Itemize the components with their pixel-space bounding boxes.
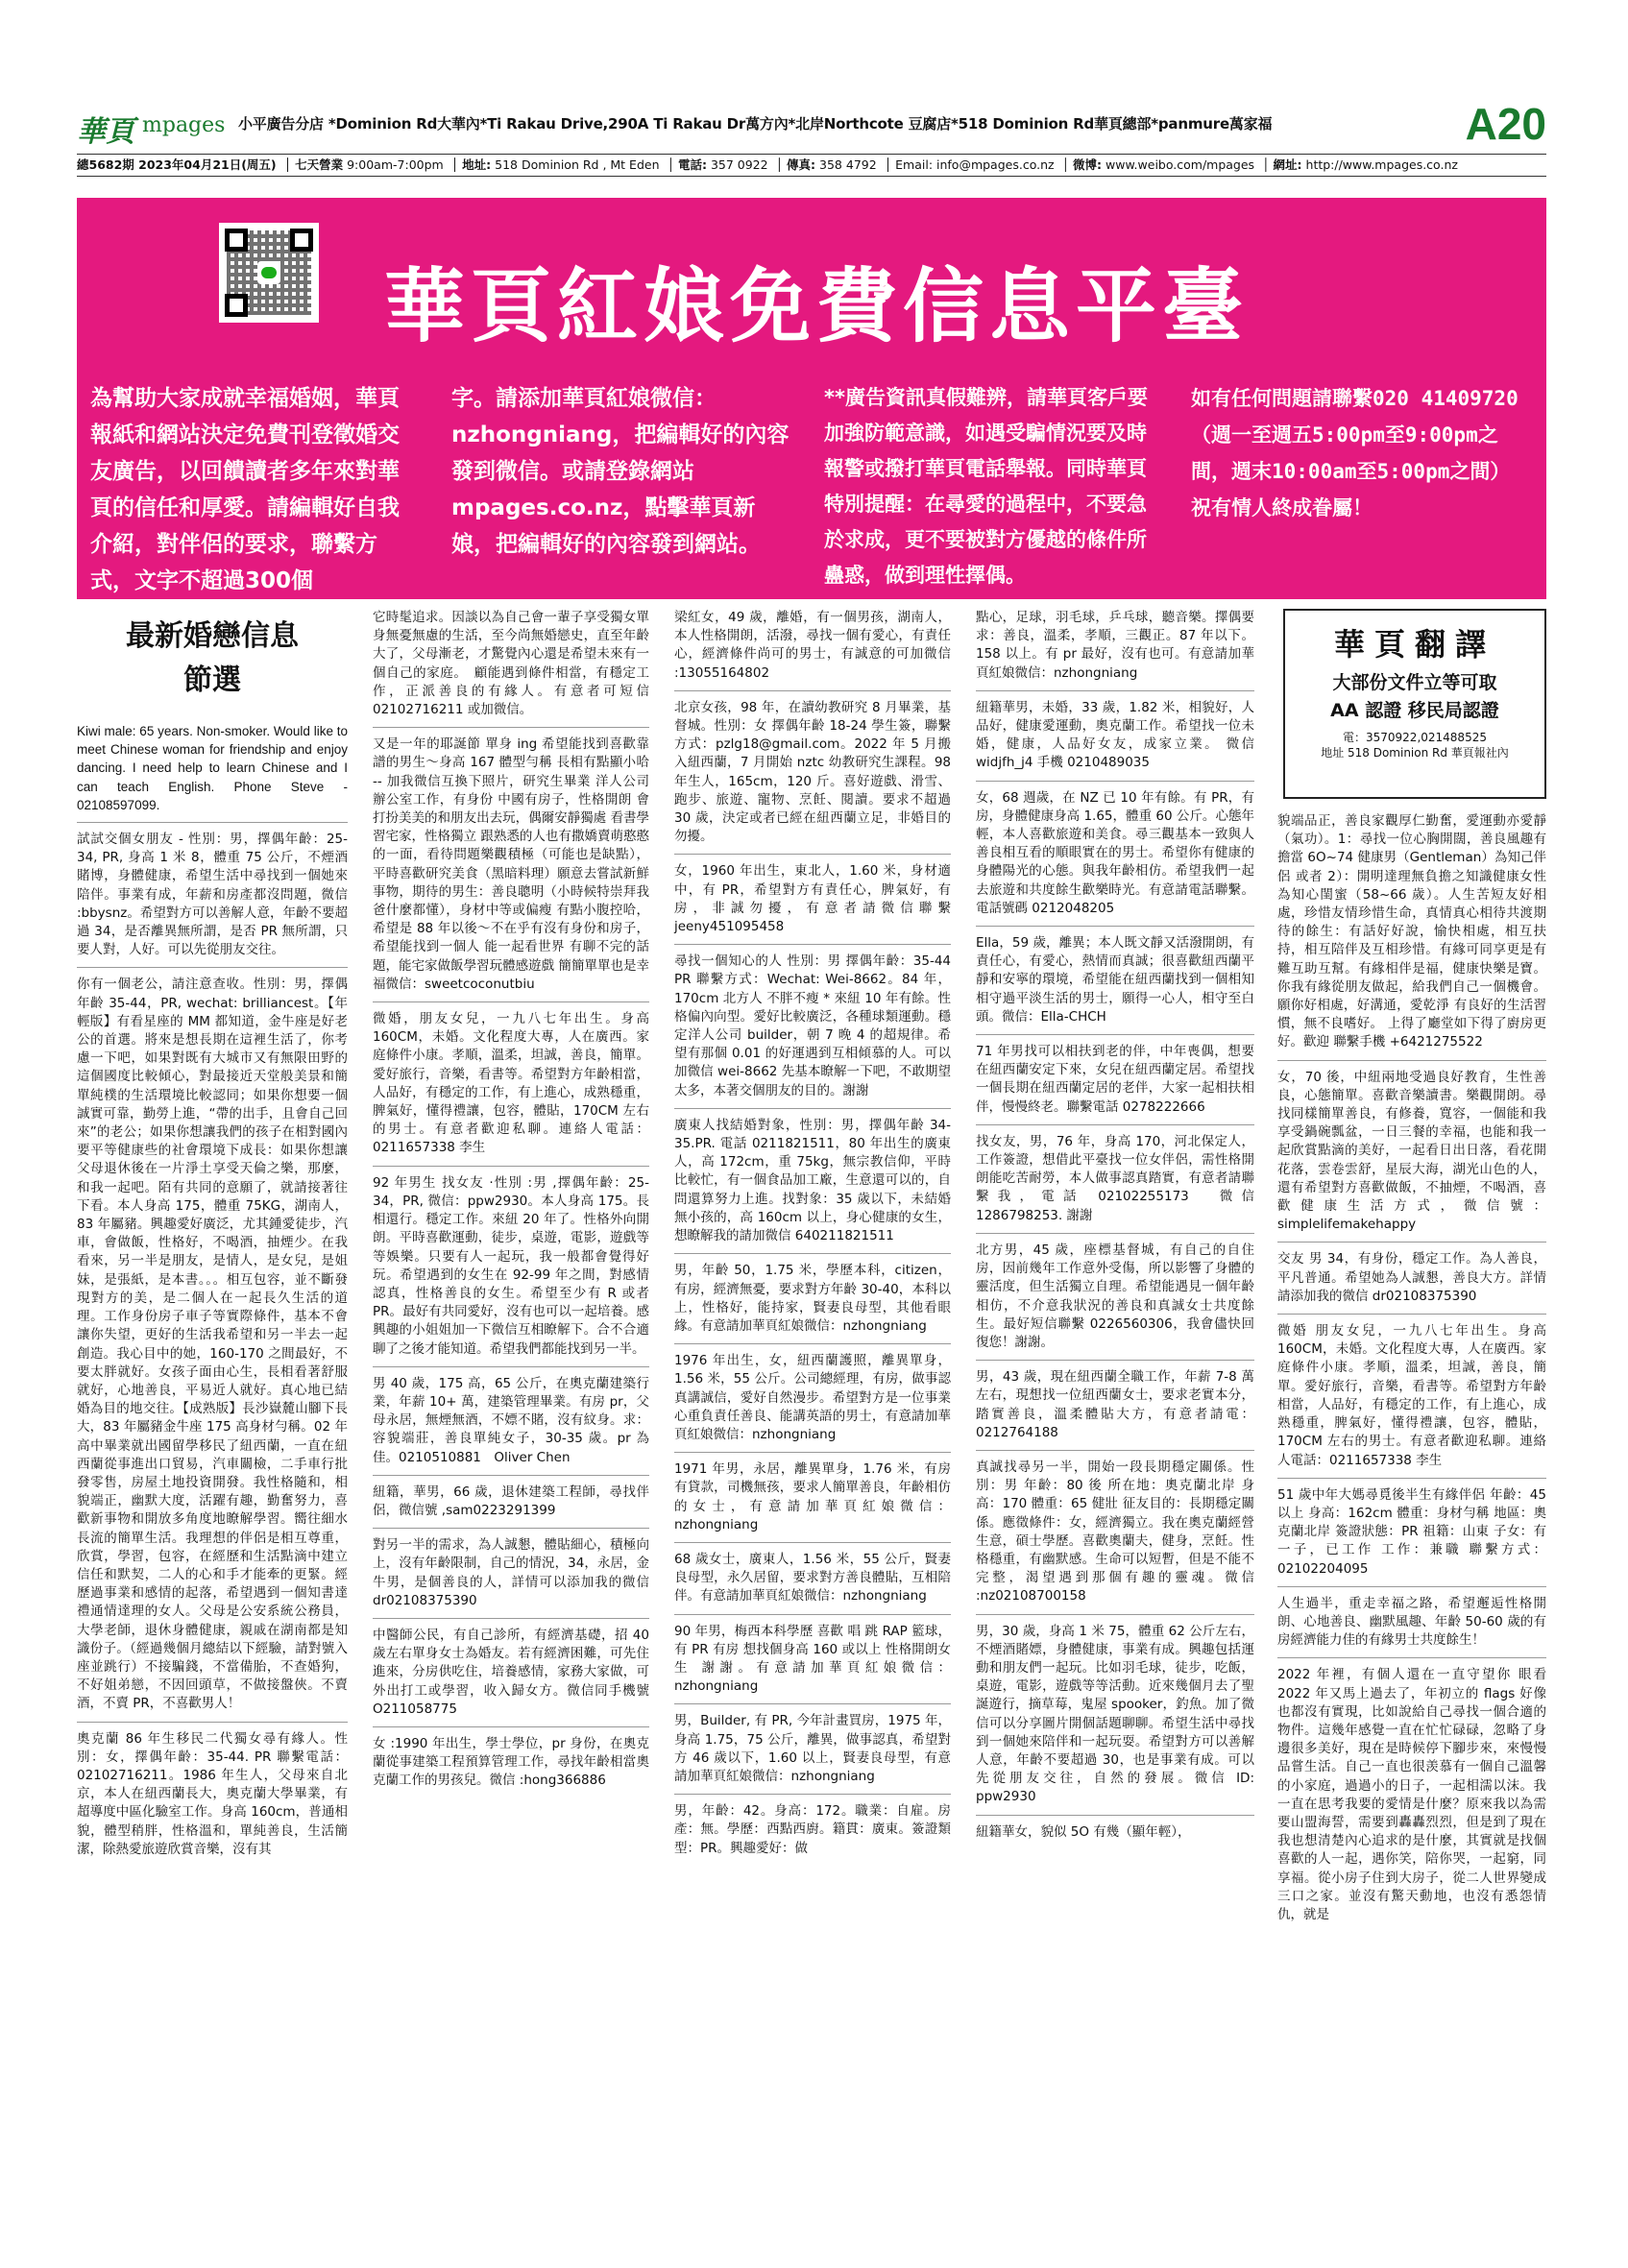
fax-label: 傳真: — [787, 157, 816, 172]
qr-code-icon — [219, 223, 319, 323]
listing: 點心，足球，羽毛球，乒乓球，聽音樂。擇偶要求：善良，溫柔，孝順，三觀正。87 年以下。158 以上。有 pr 最好，沒有也可。有意請加華頁紅娘微信：nzhongniang — [976, 609, 1254, 691]
listing: 真誠找尋另一半，開始一段長期穩定關係。性別：男 年齡：80 後 所在地：奧克蘭北岸 身高：170 體重：65 健壯 征友目的：長期穩定關係。應徵條件：女，經濟獨立。我在奧克蘭經營生意，碩士學歷。喜歡奧蘭夫，健身，烹飪。性格穩重，有幽默感。生命可以短暫，但是不能不完整，渴望遇到那個有趣的靈魂。微信 :nz02108700158 — [976, 1459, 1254, 1615]
wechat-icon — [257, 261, 280, 284]
listing: Ella，59 歲，離異；本人既文靜又活潑開朗，有責任心，有愛心，熱情而真誠；很喜歡紐西蘭平靜和安寧的環境，希望能在紐西蘭找到一個相知相守過平淡生活的男士，願得一心人，相守至白頭。微信：Ella-CHCH — [976, 934, 1254, 1035]
column-5 — [1277, 812, 1546, 1940]
listing: 男，Builder, 有 PR, 今年計畫買房，1975 年，身高 1.75，75 公斤，離異，做事認真，希望對方 46 歲以下，1.60 以上，賢妻良母型，有意請加華頁紅娘微信：nzhongniang — [674, 1712, 951, 1795]
listing: 男，年齡 50，1.75 米，學歷本科，citizen，有房，經濟無憂，要求對方年齡 30-40，本科以上，性格好，能持家，賢妻良母型，其他看眼緣。有意請加華頁紅娘微信：nzhongniang — [674, 1262, 951, 1344]
listing: 找女友，男，76 年，身高 170，河北保定人，工作簽證，想借此平臺找一位女伴侶，需性格開朗能吃苦耐勞，本人做事認真踏實，有意者請聯繫我，電話 02102255173 微信 1286798253. 謝謝 — [976, 1133, 1254, 1234]
weibo-label: 微博: — [1073, 157, 1103, 172]
website: http://www.mpages.co.nz — [1305, 157, 1458, 172]
banner-instructions: 字。請添加華頁紅娘微信：nzhongniang，把編輯好的內容發到微信。或請登錄網站mpages.co.nz，點擊華頁新娘，把編輯好的內容發到網站。 — [451, 386, 790, 557]
column-3 — [674, 609, 951, 1873]
listing: 你有一個老公，請注意查收。性別：男，擇偶年齡 35-44，PR, wechat: brilliancest。【年輕版】有看星座的 MM 都知道，金牛座是好老公的首選。將來是想長期在這裡生活了，你考慮一下吧，如果對既有大城市又有無限田野的這個國度比較傾心，對最接近天堂般美景和簡單純樸的生活環境比較認同；如果你想要一個誠實可靠，勤勞上進，“帶的出手，且會自己回來”的老公；如果你想讓我們的孩子在相對國內要平等健康些的社會環境下成長：如果你想讓父母退休後在一片淨土享受天倫之樂，那麼，和我一起吧。陌有共同的意願了，就請接著往下看。本人身高 175，體重 75KG，湖南人，83 年屬豬。興趣愛好廣泛，尤其鍾愛徒步，汽車，會做飯，性格好，不喝酒，抽煙少。在我看來，另一半是朋友，是情人，是女兒，是姐妹，是張紙，是本書。。。相互包容，並不斷發現對方的美，是二個人在一起長久生活的道理。工作身份房子車子等實際條件，基本不會讓你失望，更好的生活我希望和另一半去一起創造。我心目中的她，160-170 之間最好，不要太胖就好。女孩子面由心生，長相看著舒服就好，心地善良，平易近人就好。真心地已結婚為目的地交往。【成熟版】長沙嶽麓山腳下長大，83 年屬豬金牛座 175 高身材勻稱。02 年高中畢業就出國留學移民了紐西蘭，一直在紐西蘭從事進出口貿易，汽車關檢，二手車行批發零售，房屋土地投資開發。我性格隨和，相貌端正，幽默大度，活躍有趣，勤奮努力，喜歡新事物和開放多角度地瞭解學習。嚮往細水長流的簡單生活。我理想的伴侶是相互尊重，欣賞，學習，包容，在經歷和生活點滴中建立信任和默契，二人的心和手才能牽的更緊。經歷過事業和感情的起落，希望遇到一個知書達禮通情達理的女人。父母是公安系統公務員，大學老師，退休身體健康，親戚在湖南都是知識份子。（經過幾個月總結以下經驗，請對號入座並跳行）不接騙錢，不當備胎，不查婚狗，不好姐弟戀，不因回頭草，不做接盤俠。不賣酒，不賣 PR，不喜歡男人！ — [77, 976, 348, 1722]
logo-text: mpages — [142, 113, 226, 137]
listing: 微婚 朋友女兒，一九八七年出生。身高 160CM，未婚。文化程度大專，人在廣西。家庭條件小康。孝順，溫柔，坦誠，善良，簡單。愛好旅行，音樂，看書等。希望對方年齡相當，人品好，有穩定的工作，有上進心，成熟穩重，脾氣好，懂得禮讓，包容，體貼，170CM 左右的男士。有意者歡迎私聊。連絡人電話：0211657338 李生 — [1277, 1322, 1546, 1479]
listing: 微婚，朋友女兒，一九八七年出生。身高 160CM，未婚。文化程度大專，人在廣西。家庭條件小康。孝順，溫柔，坦誠，善良，簡單。愛好旅行，音樂，看書等。希望對方年齡相當，人品好，有穩定的工作，有上進心，成熟穩重，脾氣好，懂得禮讓，包容，體貼，170CM 左右的男士。有意者歡迎私聊。連絡人電話：0211657338 李生 — [373, 1010, 649, 1167]
hours-label: 七天營業 — [295, 157, 344, 172]
listing: 男，年齡：42。身高：172。職業：自雇。房產：無。學歷：西點西廚。籍貫：廣東。簽證類型：PR。興趣愛好：做 — [674, 1803, 951, 1856]
masthead — [77, 99, 1546, 149]
listing: 它時髦追求。因談以為自己會一輩子享受獨女單身無憂無慮的生活，至今尚無婚戀史，直至年齡大了，父母漸老，才驚覺內心還是希望未來有一個自己的家庭。 顧能遇到條件相當，有穩定工作，正派善良的有緣人。有意者可短信 02102716211 或加微信。 — [373, 609, 649, 728]
listing: 71 年男找可以相扶到老的伴，中年喪偶，想要在紐西蘭安定下來，女兒在紐西蘭定居。希望找一個長期在紐西蘭定居的老伴，大家一起相扶相伴，慢慢終老。聯繫電話 0278222666 — [976, 1043, 1254, 1125]
website-label: 網址: — [1273, 157, 1302, 172]
page-number: A20 — [1465, 99, 1546, 149]
listing: 紐籍，華男，66 歲，退休建築工程師，尋找伴侶，微信號 ,sam0223291399 — [373, 1484, 649, 1529]
address-label: 地址: — [462, 157, 492, 172]
translation-address: 地址 518 Dominion Rd 華頁報社內 — [1321, 746, 1509, 760]
branch-addresses: 小平廣告分店 *Dominion Rd大華內*Ti Rakau Drive,290A Ti Rakau Dr萬方內*北岸Northcote 豆腐店*518 Dominion Rd華頁總部*panmure萬家福 — [238, 115, 1273, 133]
column-4 — [976, 609, 1254, 1857]
translation-line2: 大部份文件立等可取 — [1332, 672, 1497, 693]
info-bar: 總5682期 2023年04月21日(周五) │ 七天營業 9:00am-7:00pm │ 地址: 518 Dominion Rd , Mt Eden │ 電話: 357 0922 │ 傳真: 358 4792 │ Email: info@mpages.co.nz │ 微博: www.weibo.com/mpages │ 網址: http://www.mpages.co.nz — [77, 154, 1546, 177]
listing: 男，43 歲，現在紐西蘭全職工作，年薪 7-8 萬左右，現想找一位紐西蘭女士，要求老實本分，踏實善良，溫柔體貼大方，有意者請電：0212764188 — [976, 1368, 1254, 1451]
section-heading-line1: 最新婚戀信息 — [126, 619, 299, 653]
listing: 紐籍華女，貌似 5O 有幾（顯年輕）， — [976, 1823, 1191, 1840]
listing: 男 40 歲，175 高，65 公斤，在奧克蘭建築行業，年薪 10+ 萬，建築管理畢業。有房 pr，父母永居，無煙無酒，不嫖不賭，沒有紋身。求：容貌端莊，善良單純女子，30-35 歲。pr 為佳。0210510881 Oliver Chen — [373, 1375, 649, 1476]
listing: 北方男，45 歲，座標基督城，有自己的自住房，因前幾年工作意外受傷，所以影響了身體的靈活度，但生活獨立自理。希望能遇見一個年齡相仿，不介意我狀況的善良和真誠女士共度餘生。最好短信聯繫 0226560306，我會儘快回復您！謝謝。 — [976, 1242, 1254, 1361]
translation-phone: 電：3570922,021488525 — [1343, 731, 1487, 744]
banner-contact: 如有任何問題請聯繫020 41409720（週一至週五5:00pm至9:00pm之間，週末10:00am至5:00pm之間）祝有情人終成眷屬！ — [1191, 387, 1519, 519]
listing: 女，68 週歲，在 NZ 已 10 年有餘。有 PR，有房，身體健康身高 1.65，體重 60 公斤。心態年輕，本人喜歡旅遊和美食。尋三觀基本一致與人善良相互看的順眼實在的男士。希望你有健康的身體陽光的心態。與我年齡相仿。希望我們一起去旅遊和共度餘生歡樂時光。有意請電話聯繫。電話號碼 0212048205 — [976, 789, 1254, 927]
listing: 交友 男 34，有身份，穩定工作。為人善良，平凡普通。希望她為人誠懇，善良大方。詳情請添加我的微信 dr02108375390 — [1277, 1250, 1546, 1315]
listing: 女 :1990 年出生，學士學位，pr 身份，在奧克蘭從事建築工程預算管理工作，尋找年齡相當奧克蘭工作的男孩兒。微信 :hong366886 — [373, 1735, 649, 1789]
translation-line3: AA 認證 移民局認證 — [1330, 700, 1499, 721]
fax: 358 4792 — [819, 157, 877, 172]
listing: 女，1960 年出生，東北人，1.60 米，身材適中，有 PR，希望對方有責任心，脾氣好，有房，非誠勿擾，有意者請微信聯繫 jeeny451095458 — [674, 862, 951, 945]
email: Email: info@mpages.co.nz — [895, 157, 1055, 172]
column-2 — [373, 609, 663, 1806]
listing: 廣東人找結婚對象，性別：男，擇偶年齡 34-35.PR. 電話 0211821511，80 年出生的廣東人，高 172cm，重 75kg，無宗教信仰，平時比較忙，有一個食品加工廠，生意還可以的，自問還算努力上進。找對象：35 歲以下，未結婚無小孩的，高 160cm 以上，身心健康的女生，想瞭解我的請加微信 640211821511 — [674, 1117, 951, 1254]
issue-date: 總5682期 2023年04月21日(周五) — [77, 157, 277, 172]
tel-label: 電話: — [677, 157, 707, 172]
listing: 1971 年男，永居，離異單身，1.76 米，有房有貸款，司機無孩，要求人簡單善良，年齡相仿的女士，有意請加華頁紅娘微信：nzhongniang — [674, 1460, 951, 1543]
section-heading-line2: 節選 — [183, 664, 241, 697]
matchmaker-banner — [77, 198, 1546, 599]
listing: 試試交個女朋友 - 性別：男，擇偶年齡：25-34, PR, 身高 1 米 8，體重 75 公斤，不煙酒賭博，身體健康，希望生活中尋找到一個她來陪伴。事業有成，年薪和房產都沒問題，微信 :bbysnz。希望對方可以善解人意，年齡不要超過 34，是否離異無所謂，是否 PR 無所謂，只要人對，人好。可以先從朋友交往。 — [77, 831, 348, 968]
listing: 又是一年的耶誕節 單身 ing 希望能找到喜歡靠譜的男生～身高 167 體型勻稱 長相有點顯小哈 -- 加我微信互換下照片，研究生畢業 洋人公司辦公室工作，有身份 中國有房子，性格開朗 會打扮美美的和朋友出去玩，偶爾安靜獨處 看書學習宅家，性格獨立 跟熟悉的人也有撒嬌賣萌憨憨的一面，看待問題樂觀積極（可能也是缺點），平時喜歡研究美食（黑暗料理）願意去嘗試新鮮事物，期待的男生：善良聰明（小時候特崇拜我爸什麼都懂），身材中等或偏瘦 有點小腹控哈，希望是 88 年以後～不在乎有沒有身份和房子，希望能找到一個人 能一起看世界 有聊不完的話題，能宅家做飯學習玩體感遊戲 簡簡單單也是幸福微信：sweetcoconutbiu — [373, 736, 649, 1002]
hours: 9:00am-7:00pm — [347, 157, 444, 172]
listing: 北京女孩，98 年，在讀幼教研究 8 月畢業，基督城。性別：女 擇偶年齡 18-24 學生簽，聯繫方式：pzlg18@gmail.com。2022 年 5 月搬入紐西蘭，7 月開始 nztc 幼教研究生課程。98 年生人，165cm，120 斤。喜好遊戲、滑雪、跑步、旅遊、寵物、烹飪、閱讀。要求不超過 30 歲，決定或者已經在紐西蘭立足，非婚目的勿擾。 — [674, 699, 951, 856]
logo: 華頁 — [77, 115, 134, 149]
listing: Kiwi male: 65 years. Non-smoker. Would like to meet Chinese woman for friendship and enjoy dancing. I need help to learn Chinese and I can teach English. Phone Steve - 02108597099. — [77, 722, 348, 823]
listing: 51 歲中年大媽尋覓後半生有緣伴侶 年齡：45 以上 身高：162cm 體重：身材勻稱 地區：奧克蘭北岸 簽證狀態：PR 祖籍：山東 子女：有一子，已工作 工作：兼職 聯繫方式：02102204095 — [1277, 1486, 1546, 1587]
listing: 1976 年出生，女，紐西蘭護照，離異單身，1.56 米，55 公斤。公司總經理，有房，做事認真講誠信，愛好自然漫步。希望對方是一位事業心重負責任善良、能講英語的男士，有意請加華頁紅娘微信：nzhongniang — [674, 1352, 951, 1453]
listing: 尋找一個知心的人 性別：男 擇偶年齡：35-44 PR 聯繫方式：Wechat: Wei-8662。84 年，170cm 北方人 不胖不瘦 * 來紐 10 年有餘。性格偏內向型。愛好比較廣泛，各種球類運動。穩定洋人公司 builder，朝 7 晚 4 的超規律。希望有那個 0.01 的好運遇到互相傾慕的人。可以加微信 wei-8662 先基本瞭解一下吧，不敢期望太多，本著交個朋友的目的。謝謝 — [674, 953, 951, 1109]
section-heading — [77, 615, 348, 703]
listing: 貌端品正，善良家觀厚仁勤奮，愛運動亦愛靜（氣功）。1：尋找一位心胸開闊，善良風趣有擔當 6O~74 健康男（Gentleman）為知己伴侶 或者 2）：開明達理無負擔之知識健康女性為知心閨蜜（58~66 歲）。人生苦短友好相處，珍惜友情珍惜生命，真情真心相待共渡期待的餘生：有話好好說，愉快相處，相互扶持，相互陪伴及互相珍惜。有緣可同享更是有難互助互幫。有緣相伴是福，健康快樂是寶。你我有緣從朋友做起，給我們自己一個機會。願你好相處，好溝通，愛乾淨 有良好的生活習慣，無不良嗜好。 上得了廳堂如下得了廚房更好。歡迎 聯繫手機 +6421275522 — [1277, 812, 1546, 1061]
listing: 奧克蘭 86 年生移民二代獨女尋有緣人。性別：女，擇偶年齡：35-44. PR 聯繫電話：02102716211。1986 年生人，父母來自北京，本人在紐西蘭長大，奧克蘭大學畢業，有超導度中區化驗室工作。身高 160cm，普通相貌，體型稍胖，性格溫和，單純善良，生活簡潔，除熱愛旅遊欣賞音樂，沒有其 — [77, 1730, 348, 1857]
listing: 女，70 後，中紐兩地受過良好教育，生性善良，心態簡單。喜歡音樂讀書。樂觀開朗。尋找同樣簡單善良，有修養，寬容，一個能和我享受鍋碗瓢盆，一日三餐的幸福，也能和我一起欣賞點滴的美好，一起看日出日落，看花開花落，雲卷雲舒，星辰大海，湖光山色的人，還有希望對方喜歡做飯，不抽煙，不喝酒，喜歡健康生活方式，微信號：simplelifemakehappy — [1277, 1069, 1546, 1243]
banner-title: 華頁紅娘免費信息平臺 — [384, 259, 1250, 353]
listing: 92 年男生 找女友 ·性別 :男 ,擇偶年齡：25-34，PR, 微信：ppw2930。本人身高 175。長相還行。穩定工作。來紐 20 年了。性格外向開朗。平時喜歡運動，徒步，桌遊，電影，遊戲等等娛樂。只要有人一起玩，我一般都會覺得好玩。希望遇到的女生在 92-99 年之間，對感情認真，性格善良的女生。希望至少有 R 或者 PR。最好有共同愛好，沒有也可以一起培養。感興趣的小姐姐加一下微信互相瞭解下。合不合適聊了之後才能知道。希望我們都能找到另一半。 — [373, 1174, 649, 1367]
weibo: www.weibo.com/mpages — [1106, 157, 1255, 172]
translation-title: 華頁翻譯 — [1333, 626, 1495, 663]
banner-warning: **廣告資訊真假難辨，請華頁客戶要加強防範意識，如遇受騙情況要及時報警或撥打華頁電話舉報。同時華頁特別提醒：在尋愛的過程中，不要急於求成，更不要被對方優越的條件所蠱惑，做到理性擇偶。 — [824, 386, 1148, 587]
column-1 — [77, 609, 348, 1874]
listing: 中醫師公民，有自己診所，有經濟基礎，招 40 歲左右單身女士為婚友。若有經濟困難，可先住進來，分房供吃住，培養感情，家務大家做，可外出打工或學習，收入歸女方。微信同手機號 O211058775 — [373, 1627, 649, 1727]
banner-intro: 為幫助大家成就幸福婚姻，華頁報紙和網站決定免費刊登徵婚交友廣告，以回饋讀者多年來對華頁的信任和厚愛。請編輯好自我介紹，對伴侶的要求，聯繫方式，文字不超過300個 — [90, 386, 400, 593]
listing: 男，30 歲，身高 1 米 75，體重 62 公斤左右，不煙酒賭嫖，身體健康，事業有成。興趣包括運動和朋友們一起玩。比如羽毛球，徒步，吃飯，桌遊，電影，遊戲等等活動。近來幾個月去了聖誕遊行，摘草莓，鬼屋 spooker，釣魚。加了微信可以分享圖片開個話題聊聊。希望生活中尋找到一個她來陪伴和一起玩耍。希望對方可以善解人意，年齡不要超過 30，也是事業有成。可以先從朋友交往，自然的發展。微信 ID: ppw2930 — [976, 1623, 1254, 1816]
listing: 對另一半的需求，為人誠懇，體貼細心，積極向上，沒有年齡限制，自己的情況，34，永居，金牛男，是個善良的人，詳情可以添加我的微信 dr02108375390 — [373, 1536, 649, 1619]
address: 518 Dominion Rd , Mt Eden — [495, 157, 660, 172]
listing: 紐籍華男，未婚，33 歲，1.82 米，相貌好，人品好，健康愛運動，奧克蘭工作。希望找一位未婚，健康，人品好女友，成家立業。 微信 widjfh_j4 手機 0210489035 — [976, 699, 1254, 782]
translation-service-box — [1283, 609, 1546, 799]
listing: 人生過半，重走幸福之路，希望邂逅性格開朗、心地善良、幽默風趣、年齡 50-60 歲的有房經濟能力佳的有緣男士共度餘生！ — [1277, 1595, 1546, 1659]
listing: 90 年男，梅西本科學歷 喜歡 唱 跳 RAP 籃球，有 PR 有房 想找個身高 160 或以上 性格開朗女生 謝謝。有意請加華頁紅娘微信：nzhongniang — [674, 1623, 951, 1705]
listing: 梁紅女，49 歲，離婚，有一個男孩，湖南人，本人性格開朗，活潑，尋找一個有愛心，有責任心，經濟條件尚可的男士，有誠意的可加微信 :13055164802 — [674, 609, 951, 691]
listing: 68 歲女士，廣東人，1.56 米，55 公斤，賢妻良母型，永久居留，要求對方善良體貼，互相陪伴。有意請加華頁紅娘微信：nzhongniang — [674, 1551, 951, 1615]
tel: 357 0922 — [710, 157, 768, 172]
listing: 2022 年裡，有個人還在一直守望你 眼看 2022 年又馬上過去了，年初立的 flags 好像也都沒有實現，比如說給自己尋找一個合適的物件。這幾年感覺一直在忙忙碌碌，忽略了身邊很多美好，現在是時候停下腳步來，來慢慢品嘗生活。自己一直也很羡慕有一個自己溫馨的小家庭，過過小的日子，一起相濡以沫。我一直在思考我要的愛情是什麼？原來我以為需要山盟海誓，需要到轟轟烈烈，但是到了現在我也想清楚內心追求的是什麼，其實就是找個喜歡的人一起，遇你笑，陪你哭，一起窮，同享福。從小房子住到大房子，從二人世界變成三口之家。並沒有驚天動地，也沒有悉怨情仇，就是 — [1277, 1667, 1546, 1922]
